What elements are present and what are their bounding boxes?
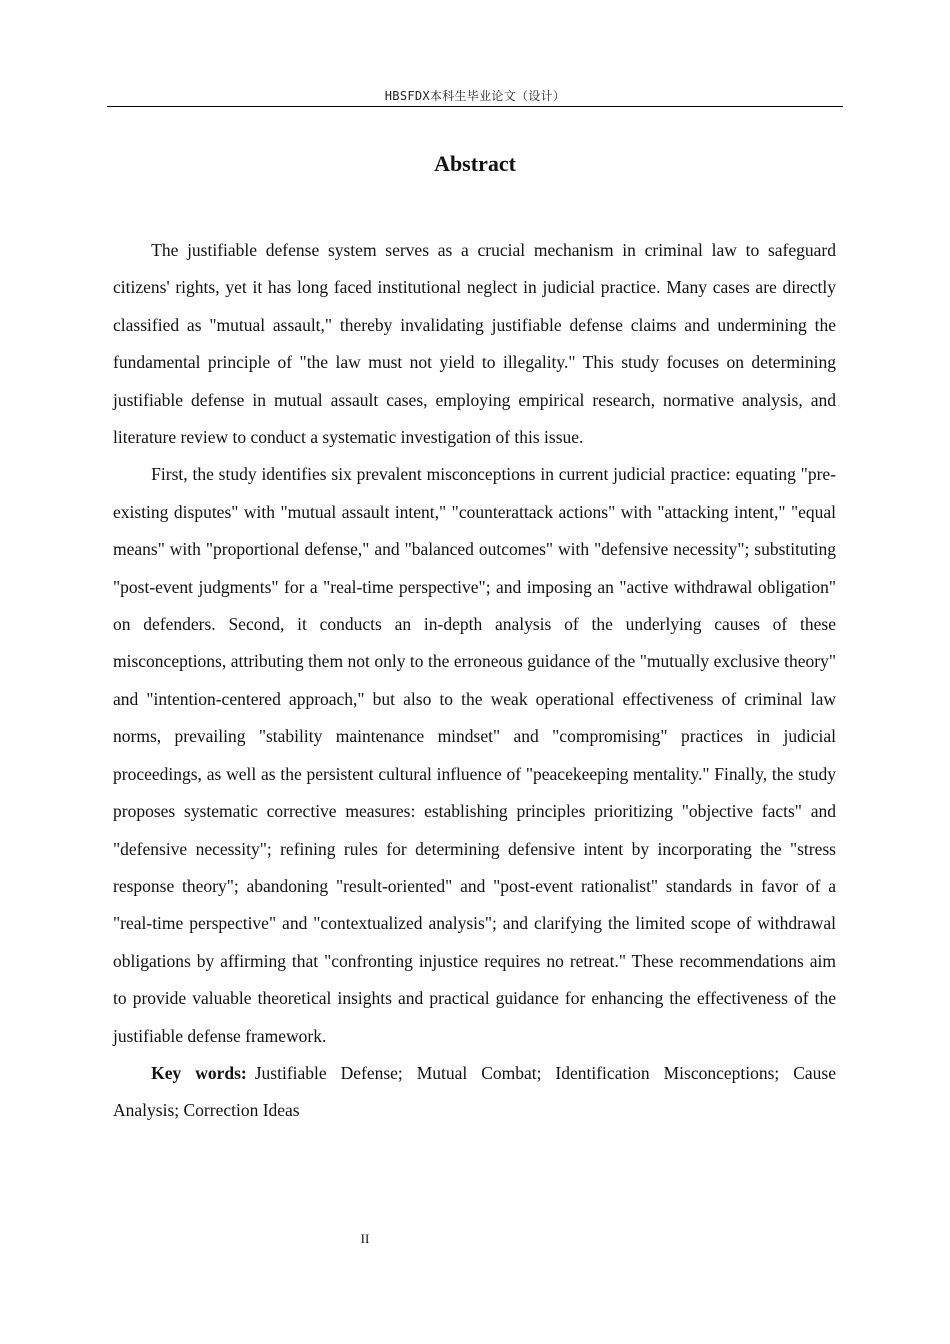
abstract-paragraph-1: The justifiable defense system serves as a crucial mechanism in criminal law to safeguard citizens' rights, yet it has long faced institutional neglect in judicial practice. Many cases are directly classified as "mutual assault," thereby invalidating justifiable defense claims and undermining the fundamental principle of "the law must not yield to illegality." This study focuses on determining justifiable defense in mutual assault cases, employing empirical research, normative analysis, and literature review to conduct a systematic investigation of this issue. (113, 240, 836, 448)
page-header: HBSFDX本科生毕业论文（设计） (384, 89, 566, 103)
abstract-body (113, 232, 836, 1130)
abstract-title: Abstract (434, 151, 516, 176)
keywords-text: Justifiable Defense; Mutual Combat; Identification Misconceptions; Cause Analysis; Correction Ideas (113, 1062, 836, 1121)
abstract-paragraph-2: First, the study identifies six prevalent misconceptions in current judicial practice: equating "pre-existing disputes" with "mutual assault intent," "counterattack actions" with "attacking intent," "equal means" with "proportional defense," and "balanced outcomes" with "defensive necessity"; substituting "post-event judgments" for a "real-time perspective"; and imposing an "active withdrawal obligation" on defenders. Second, it conducts an in-depth analysis of the underlying causes of these misconceptions, attributing them not only to the erroneous guidance of the "mutually exclusive theory" and "intention-centered approach," but also to the weak operational effectiveness of criminal law norms, prevailing "stability maintenance mindset" and "compromising" practices in judicial proceedings, as well as the persistent cultural influence of "peacekeeping mentality." Finally, the study proposes systematic corrective measures: establishing principles prioritizing "objective facts" and "defensive necessity"; refining rules for determining defensive intent by incorporating the "stress response theory"; abandoning "result-oriented" and "post-event rationalist" standards in favor of a "real-time perspective" and "contextualized analysis"; and clarifying the limited scope of withdrawal obligations by affirming that "confronting injustice requires no retreat." These recommendations aim to provide valuable theoretical insights and practical guidance for enhancing the effectiveness of the justifiable defense framework. (113, 464, 836, 1046)
page-number: II (360, 1231, 370, 1246)
header-divider (107, 106, 843, 107)
keywords-label: Key words: (151, 1062, 247, 1083)
keywords-line (113, 1055, 836, 1130)
